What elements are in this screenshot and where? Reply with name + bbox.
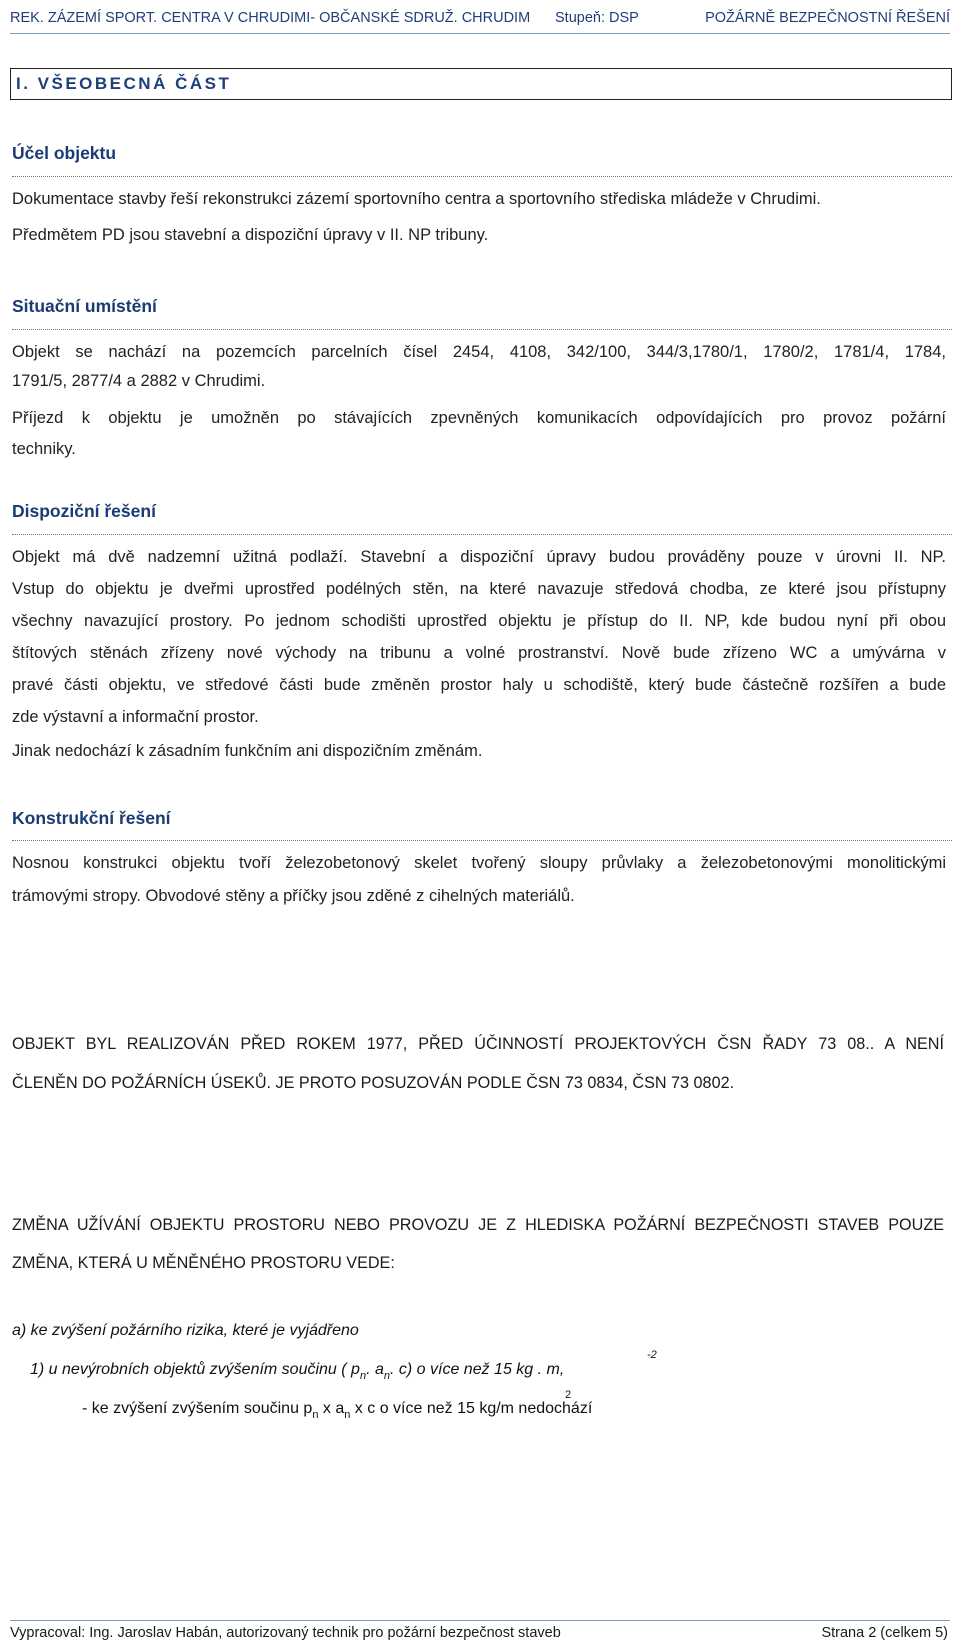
superscript: 2 (565, 1389, 572, 1401)
dotted-rule (12, 329, 952, 330)
header-report-type: POŽÁRNĚ BEZPEČNOSTNÍ ŘEŠENÍ (705, 10, 950, 26)
paragraph-line: pravé části objektu, ve středové části bude změněn prostor haly u schodiště, který bude částečně rozšířen a bude (12, 676, 946, 694)
superscript: -2 (647, 1349, 657, 1361)
subscript: n (359, 1370, 367, 1382)
paragraph-line: trámovými stropy. Obvodové stěny a příčky jsou zděné z cihelných materiálů. (12, 887, 575, 905)
paragraph-line: Objekt má dvě nadzemní užitná podlaží. Stavební a dispoziční úpravy budou prováděny pouze v úrovni II. NP. (12, 548, 946, 566)
footer-rule (10, 1620, 950, 1621)
criterion-text: x c o více než 15 kg/m (350, 1400, 514, 1417)
dotted-rule (12, 840, 952, 841)
paragraph-line: 1791/5, 2877/4 a 2882 v Chrudimi. (12, 372, 266, 390)
criterion-item-1 (30, 1361, 565, 1382)
caps-line: ČLENĚN DO POŽÁRNÍCH ÚSEKŮ. JE PROTO POSUZOVÁN PODLE ČSN 73 0834, ČSN 73 0802. (12, 1074, 735, 1092)
paragraph-line: všechny navazující prostory. Po jednom schodišti uprostřed objektu je přístup do II. NP, kde budou nyní při obou (12, 612, 946, 630)
subscript: n (312, 1409, 319, 1421)
paragraph-line: Předmětem PD jsou stavební a dispoziční úpravy v II. NP tribuny. (12, 226, 489, 244)
criterion-text: x a (318, 1400, 345, 1417)
header-stage: Stupeň: DSP (555, 10, 639, 26)
paragraph-line: Objekt se nachází na pozemcích parcelních čísel 2454, 4108, 342/100, 344/3,1780/1, 1780/2, 1781/4, 1784, (12, 343, 946, 361)
criterion-text: . a (366, 1361, 384, 1378)
heading-konstrukce: Konstrukční řešení (12, 808, 171, 828)
paragraph-line: Jinak nedochází k zásadním funkčním ani dispozičním změnám. (12, 742, 483, 760)
paragraph-line: techniky. (12, 440, 76, 458)
subscript: n (383, 1370, 390, 1382)
dotted-rule (12, 534, 952, 535)
paragraph-line: Vstup do objektu je dveřmi uprostřed podélných stěn, na které navazuje středová chodba, ze které jsou přístupny (12, 580, 946, 598)
footer-author: Vypracoval: Ing. Jaroslav Habán, autorizovaný technik pro požární bezpečnost staveb (10, 1625, 561, 1641)
paragraph-line: štítových stěnách zřízeny nové východy na tribunu a volné prostranství. Nově bude zřízeno WC a umývárna v (12, 644, 946, 662)
heading-ucel: Účel objektu (12, 143, 117, 163)
header-document-title: REK. ZÁZEMÍ SPORT. CENTRA V CHRUDIMI- OBČANSKÉ SDRUŽ. CHRUDIM (10, 10, 531, 26)
caps-line: ZMĚNA, KTERÁ U MĚNĚNÉHO PROSTORU VEDE: (12, 1254, 395, 1272)
heading-situace: Situační umístění (12, 296, 157, 316)
paragraph-line: Dokumentace stavby řeší rekonstrukci zázemí sportovního centra a sportovního střediska mládeže v Chrudimi. (12, 190, 821, 208)
criterion-a: a) ke zvýšení požárního rizika, které je vyjádřeno (12, 1322, 359, 1339)
criterion-text: . c) o více než 15 kg . m, (390, 1361, 565, 1378)
section-title-box (10, 68, 952, 100)
caps-line: OBJEKT BYL REALIZOVÁN PŘED ROKEM 1977, PŘED ÚČINNOSTÍ PROJEKTOVÝCH ČSN ŘADY 73 08.. A NENÍ (12, 1035, 944, 1053)
criterion-item-2 (82, 1400, 593, 1421)
header-rule (10, 33, 950, 34)
criterion-text: 1) u nevýrobních objektů zvýšením součinu ( p (30, 1361, 360, 1378)
paragraph-line: zde výstavní a informační prostor. (12, 708, 259, 726)
dotted-rule (12, 176, 952, 177)
criterion-text: - ke zvýšení zvýšením součinu p (82, 1400, 313, 1417)
criterion-text: nedochází (513, 1400, 593, 1417)
paragraph-line: Nosnou konstrukci objektu tvoří železobetonový skelet tvořený sloupy průvlaky a železobetonovými monolitickými (12, 854, 946, 872)
heading-dispozice: Dispoziční řešení (12, 501, 156, 521)
section-title: I. VŠEOBECNÁ ČÁST (16, 74, 232, 93)
caps-line: ZMĚNA UŽÍVÁNÍ OBJEKTU PROSTORU NEBO PROVOZU JE Z HLEDISKA POŽÁRNÍ BEZPEČNOSTI STAVEB POUZE (12, 1216, 944, 1234)
footer-page-number: Strana 2 (celkem 5) (821, 1625, 948, 1641)
paragraph-line: Příjezd k objektu je umožněn po stávajících zpevněných komunikacích odpovídajících pro provoz požární (12, 409, 946, 427)
subscript: n (344, 1409, 351, 1421)
